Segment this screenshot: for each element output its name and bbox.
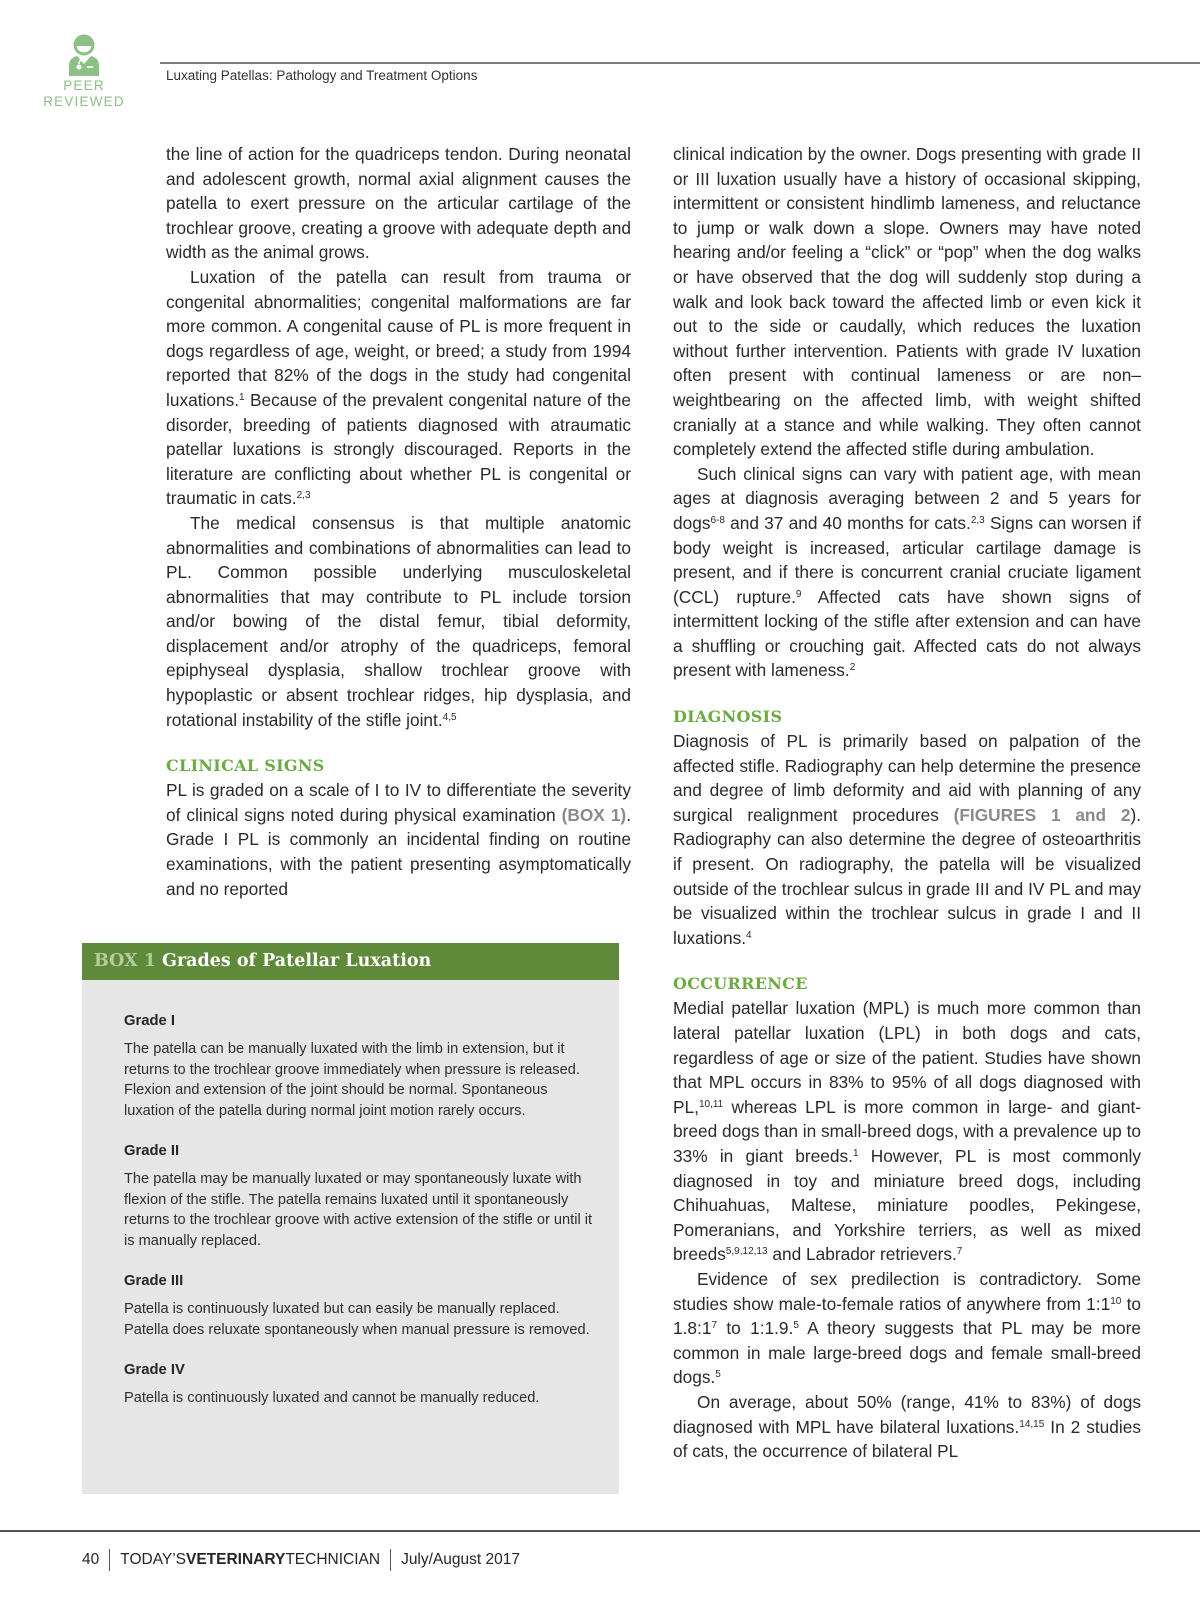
text: However, PL is most commonly diagnosed in toy and miniature breed dogs, including Chihuahuas, Maltese, miniature poodles, Pekingese, Pomeranians, and Yorkshire terriers, as well as mixed breeds — [673, 1145, 1141, 1265]
badge-line-peer: PEER — [63, 78, 105, 93]
left-paragraph-2 — [166, 265, 631, 511]
pub-part-bold: VETERINARY — [186, 1551, 286, 1568]
citation: 7 — [956, 1246, 963, 1258]
text: to 1:1.9. — [717, 1318, 794, 1339]
citation: 2,3 — [296, 490, 311, 502]
citation: 1 — [852, 1147, 859, 1159]
right-paragraph-4 — [673, 996, 1141, 1267]
text: whereas LPL is more common in large- and giant-breed dogs than in small-breed dogs, with a prevalence up to 33% in giant breeds. — [673, 1096, 1141, 1166]
pub-part: TECHNICIAN — [285, 1551, 381, 1568]
figure-reference-link[interactable]: (FIGURES 1 and 2 — [953, 804, 1131, 825]
issue-date: July/August 2017 — [401, 1551, 520, 1568]
text: and 37 and 40 months for cats. — [724, 512, 971, 533]
footer-separator — [390, 1549, 391, 1571]
box-title-text: Grades of Patellar Luxation — [155, 951, 432, 971]
badge-line-reviewed: REVIEWED — [43, 94, 125, 109]
text: Medial patellar luxation (MPL) is much more common than lateral patellar luxation (LPL) in both dogs and cats, regardless of age or size of the patient. Studies have shown that MPL occurs in 83% to 95% of all dogs diagnosed with PL, — [673, 998, 1141, 1117]
right-paragraph-6 — [673, 1390, 1141, 1464]
text: Affected cats have shown signs of intermittent locking of the stifle after extension and can have a shuffling or crouching gait. Affected cats do not always present with lameness. — [673, 586, 1141, 681]
grade-description: Patella is continuously luxated but can easily be manually replaced. Patella does reluxate spontaneously when manual pressure is removed. — [124, 1301, 590, 1338]
running-head: Luxating Patellas: Pathology and Treatment Options — [166, 68, 478, 83]
text: to 1.8:1 — [673, 1293, 1141, 1339]
grade-item — [124, 1011, 594, 1121]
citation: 7 — [711, 1320, 717, 1332]
citation: 10,11 — [698, 1098, 724, 1110]
right-paragraph-3 — [673, 729, 1141, 950]
text: ). Radiography can also determine the degree of osteoarthritis if present. On radiography, the patella will be visualized outside of the trochlear sulcus in grade III and IV PL and may be visualized within the trochlear sulcus in grade I and II luxations. — [673, 804, 1141, 948]
citation: 2 — [849, 662, 856, 674]
right-paragraph-1 — [673, 142, 1141, 462]
citation: 1 — [239, 391, 245, 403]
citation: 10 — [1110, 1295, 1122, 1307]
grade-label: Grade III — [124, 1273, 184, 1289]
section-heading-occurrence: OCCURRENCE — [673, 974, 808, 994]
text: Signs can worsen if body weight is increased, articular cartilage damage is present, and if there is concurrent cranial cruciate ligament (CCL) rupture. — [673, 512, 1141, 607]
grade-label: Grade II — [124, 1143, 180, 1159]
right-paragraph-5 — [673, 1267, 1141, 1390]
citation: 9 — [795, 588, 802, 600]
footer-separator — [109, 1549, 110, 1571]
citation: 2,3 — [970, 514, 985, 526]
text: clinical indication by the owner. Dogs presenting with grade II or III luxation usually have a history of occasional skipping, intermittent or consistent hindlimb lameness, and reluctance to jump or walk down a slope. Owners may have noted hearing and/or feeling a “click” or “pop” when the dog walks or have observed that the dog will suddenly stop during a walk and look back toward the affected limb or even kick it out to the side or caudally, which reduces the luxation without further intervention. Patients with grade IV luxation often present with continual lameness or are non–weightbearing on the affected limb, with weight shifted cranially at a stance and while walking. They often cannot completely extend the affected stifle during ambulation. — [673, 144, 1141, 460]
text: Such clinical signs can vary with patient age, with mean ages at diagnosis averaging between 2 and 5 years for dogs — [673, 463, 1141, 533]
citation: 14,15 — [1019, 1418, 1045, 1430]
box-1-body — [124, 1011, 594, 1429]
grade-label: Grade I — [124, 1013, 175, 1029]
text: In 2 studies of cats, the occurrence of bilateral PL — [673, 1416, 1142, 1462]
text: Evidence of sex predilection is contradictory. Some studies show male-to-female ratios of anywhere from 1:1 — [673, 1268, 1141, 1314]
left-paragraph-1 — [166, 142, 631, 265]
grade-description: The patella can be manually luxated with the limb in extension, but it returns to the trochlear groove immediately when pressure is released. Flexion and extension of the joint should be normal. Spontaneous luxation of the patella during normal joint motion rarely occurs. — [124, 1041, 580, 1119]
citation: 4 — [746, 929, 752, 941]
section-heading-diagnosis: DIAGNOSIS — [673, 707, 783, 727]
footer-rule — [0, 1530, 1200, 1532]
page-footer — [82, 1549, 520, 1571]
grade-description: Patella is continuously luxated and cannot be manually reduced. — [124, 1390, 540, 1406]
publication-name — [120, 1551, 380, 1569]
box-number: BOX 1 — [94, 951, 156, 971]
peer-reviewed-badge — [38, 34, 130, 110]
text: A theory suggests that PL may be more common in male large-breed dogs and female small-breed dogs. — [673, 1318, 1141, 1388]
text: Diagnosis of PL is primarily based on palpation of the affected stifle. Radiography can help determine the presence and degree of limb deformity and aid with planning of any surgical realignment procedures — [673, 731, 1141, 825]
citation: 5,9,12,13 — [725, 1246, 768, 1258]
text: Luxation of the patella can result from trauma or congenital abnormalities; congenital malformations are far more common. A congenital cause of PL is more frequent in dogs regardless of age, weight, or breed; a study from 1994 reported that 82% of the dogs in the study had congenital luxations. — [166, 266, 631, 410]
grade-item — [124, 1360, 594, 1409]
text: The medical consensus is that multiple anatomic abnormalities and combinations of abnormalities can lead to PL. Common possible underlying musculoskeletal abnormalities that may contribute to PL include torsion and/or bowing of the distal femur, tibial deformity, displacement and/or atrophy of the quadriceps, femoral epiphyseal dysplasia, shallow trochlear groove with hypoplastic or absent trochlear ridges, hip dysplasia, and rotational instability of the stifle joint. — [166, 512, 631, 730]
text: the line of action for the quadriceps tendon. During neonatal and adolescent growth, normal axial alignment causes the patella to exert pressure on the articular cartilage of the trochlear groove, creating a groove with adequate depth and width as the animal grows. — [166, 144, 631, 263]
box-1-title — [94, 951, 431, 971]
section-heading-clinical-signs: CLINICAL SIGNS — [166, 756, 325, 776]
grade-description: The patella may be manually luxated or may spontaneously luxate with flexion of the stifle. The patella remains luxated until it spontaneously returns to the trochlear groove with active extension of the stifle or until it is manually replaced. — [124, 1171, 593, 1249]
header-rule — [160, 62, 1200, 64]
citation: 4,5 — [442, 711, 457, 723]
citation: 5 — [715, 1369, 721, 1381]
grade-item — [124, 1271, 594, 1340]
right-paragraph-2 — [673, 462, 1141, 683]
page-number: 40 — [82, 1551, 100, 1568]
left-paragraph-3 — [166, 511, 631, 732]
text: Because of the prevalent congenital nature of the disorder, breeding of patients diagnosed with atraumatic patellar luxations is strongly discouraged. Reports in the literature are conflicting about whether PL is congenital or traumatic in cats. — [166, 389, 631, 509]
text: PL is graded on a scale of I to IV to differentiate the severity of clinical signs noted during physical examination — [166, 780, 631, 825]
grade-label: Grade IV — [124, 1362, 185, 1378]
citation: 6-8 — [710, 514, 725, 526]
left-column — [166, 142, 631, 901]
citation: 5 — [793, 1320, 799, 1332]
text: and Labrador retrievers. — [767, 1244, 957, 1265]
box-reference-link[interactable]: (BOX 1) — [561, 804, 627, 825]
pub-part: TODAY’S — [120, 1551, 186, 1568]
grade-item — [124, 1141, 594, 1251]
right-column — [673, 142, 1141, 1464]
left-paragraph-4 — [166, 778, 631, 901]
doctor-icon — [67, 34, 101, 78]
text: On average, about 50% (range, 41% to 83%) of dogs diagnosed with MPL have bilateral luxations. — [673, 1391, 1141, 1437]
text: . Grade I PL is commonly an incidental finding on routine examinations, with the patient presenting asymptomatically and no reported — [166, 804, 632, 899]
